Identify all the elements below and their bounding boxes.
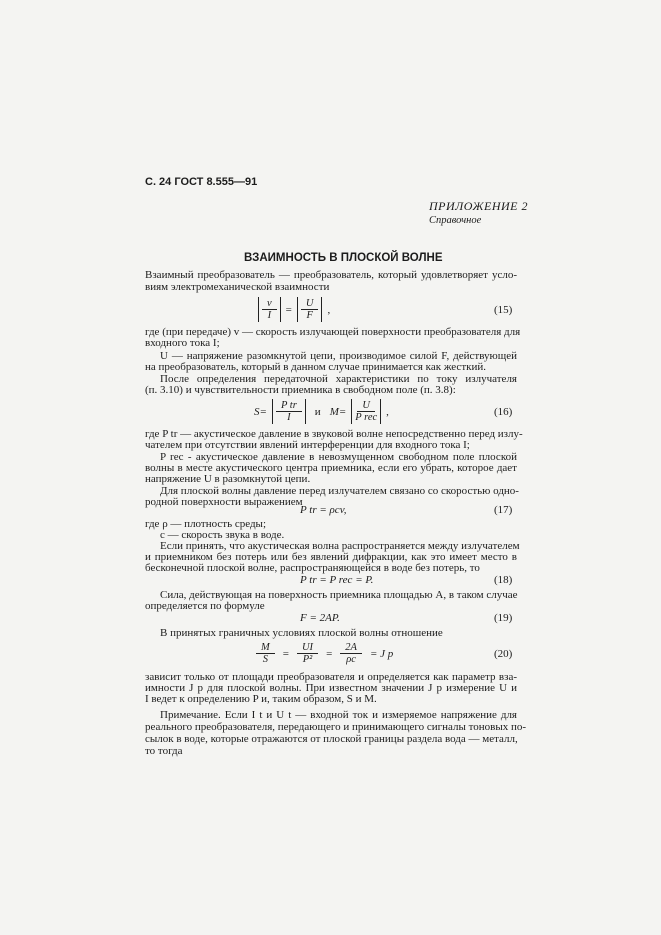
text-line: (п. 3.10) и чувствительности приемника в свободном поле (п. 3.8):: [145, 384, 456, 396]
section-title: ВЗАИМНОСТЬ В ПЛОСКОЙ ВОЛНЕ: [244, 252, 443, 264]
numerator: UI: [297, 642, 318, 654]
equals: =: [285, 303, 292, 316]
denominator: I: [287, 412, 291, 423]
text-line: входного тока I;: [145, 337, 220, 349]
equation-number: (16): [494, 406, 513, 418]
equation-number: (15): [494, 304, 513, 316]
numerator: U: [301, 298, 319, 310]
text-line: бесконечной плоской волне, распространяющейся в воде без потерь, то: [145, 562, 480, 574]
text-line: волны в месте акустического центра приемника, если его убрать, которое дает: [145, 462, 517, 474]
equation-number: (18): [494, 574, 513, 586]
denominator: S: [262, 654, 268, 665]
text-line: После определения передаточной характеристики по току излучателя: [160, 373, 517, 385]
text-line: виям электромеханической взаимности: [145, 281, 330, 293]
numerator: v: [262, 298, 277, 310]
text-line: Для плоской волны давление перед излучателем связано со скоростью одно-: [160, 485, 519, 497]
fraction: [258, 297, 281, 322]
fraction: [272, 399, 306, 424]
text-line: c — скорость звука в воде.: [160, 529, 285, 541]
denominator: F: [306, 310, 313, 321]
denominator: P rec: [355, 412, 378, 423]
symbol-m: M=: [329, 405, 347, 418]
text-line: где ρ — плотность среды;: [145, 518, 266, 530]
appendix-subtitle: Справочное: [429, 215, 482, 226]
text-line: реального преобразователя, передающего и принимающего сигналы тоновых по-: [145, 721, 527, 733]
appendix-title: ПРИЛОЖЕНИЕ 2: [429, 199, 528, 213]
equals: =: [282, 647, 289, 660]
numerator: P tr: [276, 400, 302, 412]
text-line: где P tr — акустическое давление в звуковой волне непосредственно перед излу-: [145, 428, 523, 440]
text-line: чателем при отсутствии явлений интерференции для входного тока I;: [145, 439, 470, 451]
equation-19: F = 2AP.: [300, 612, 340, 624]
equation-16: [254, 399, 389, 424]
text-line: имности J p для плоской волны. При известном значении J p измерение U и: [145, 682, 517, 694]
numerator: 2A: [340, 642, 362, 654]
denominator: P²: [302, 654, 313, 665]
text-line: Взаимный преобразователь — преобразователь, который удовлетворяет усло-: [145, 269, 517, 281]
fraction: [297, 297, 323, 322]
comma: ,: [327, 303, 331, 316]
equation-15: [258, 297, 330, 322]
symbol-s: S=: [254, 405, 267, 418]
fraction: [351, 399, 381, 424]
text-line: Сила, действующая на поверхность приемника площадью A, в таком случае: [160, 589, 518, 601]
text-line: U — напряжение разомкнутой цепи, производимое силой F, действующей: [160, 350, 517, 362]
text-line: на преобразователь, который в данном случае принимается как жесткий.: [145, 361, 486, 373]
text-line: В принятых граничных условиях плоской волны отношение: [160, 627, 443, 639]
numerator: M: [256, 642, 275, 654]
fraction: [340, 642, 362, 665]
text-line: то тогда: [145, 745, 183, 757]
text-line: и приемником без потерь или без явлений дифракции, как это имеет место в: [145, 551, 517, 563]
equation-18: P tr = P rec = P.: [300, 574, 374, 586]
text-line: сылок в воде, которые отражаются от плоской границы раздела вода — металл,: [145, 733, 518, 745]
comma: ,: [386, 405, 389, 418]
text-line: I ведет к определению P и, таким образом, S и M.: [145, 693, 377, 705]
equation-number: (20): [494, 648, 513, 660]
parameter-jp: = J p: [369, 647, 394, 660]
equation-number: (19): [494, 612, 513, 624]
text-line: Если принять, что акустическая волна распространяется между излучателем: [160, 540, 520, 552]
text-line: P rec - акустическое давление в невозмущенном свободном поле плоской: [160, 451, 517, 463]
equation-20: [256, 642, 393, 665]
page-header: С. 24 ГОСТ 8.555—91: [145, 176, 258, 188]
text-line: напряжение U в разомкнутой цепи.: [145, 473, 311, 485]
equation-17: P tr = ρcv,: [300, 504, 347, 516]
text-line: родной поверхности выражением: [145, 496, 303, 508]
text-line: где (при передаче) v — скорость излучающей поверхности преобразователя для: [145, 326, 521, 338]
fraction: [256, 642, 275, 665]
equals: =: [326, 647, 333, 660]
text-line: зависит только от площади преобразователя и определяется как параметр вза-: [145, 671, 517, 683]
numerator: U: [357, 400, 375, 412]
fraction: [297, 642, 318, 665]
text-line: Примечание. Если I t и U t — входной ток и измеряемое напряжение для: [160, 709, 517, 721]
denominator: ρc: [346, 654, 356, 665]
equation-number: (17): [494, 504, 513, 516]
denominator: I: [267, 310, 272, 321]
conjunction: и: [314, 405, 321, 418]
text-line: определяется по формуле: [145, 600, 265, 612]
